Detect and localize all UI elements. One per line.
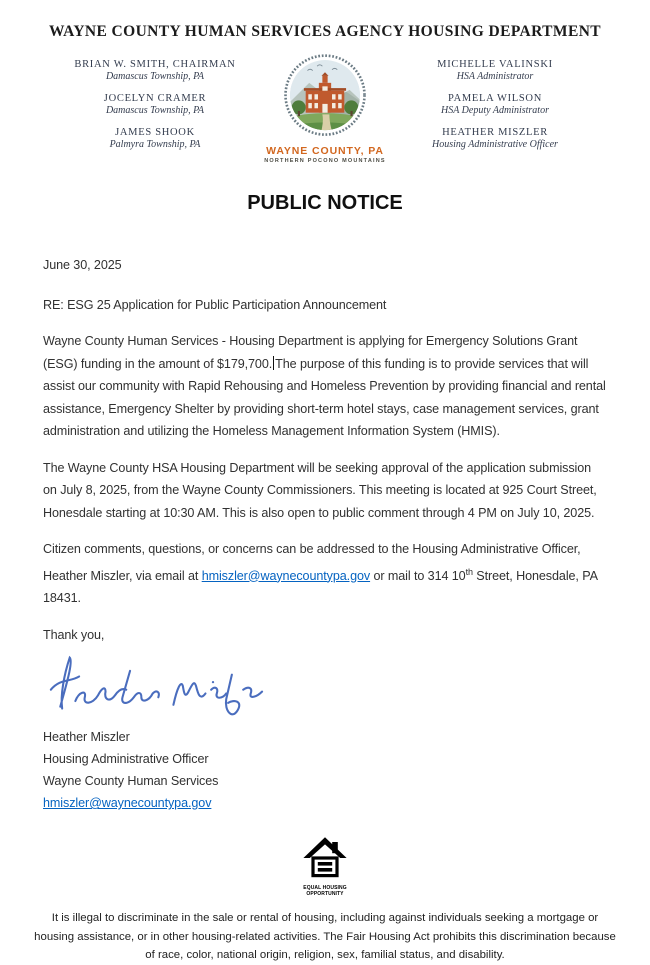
logo-tagline: NORTHERN POCONO MOUNTAINS xyxy=(264,158,386,164)
official-title: HSA Deputy Administrator xyxy=(441,105,549,116)
official-name: PAMELA WILSON xyxy=(448,93,542,104)
official-title: Housing Administrative Officer xyxy=(432,139,558,150)
official-title: HSA Administrator xyxy=(456,71,534,82)
official-entry xyxy=(52,93,258,116)
paragraph-text: Wayne County Human Services - Housing Department is applying for Emergency Solutions Grant (ESG) funding in the amount of $179,700. xyxy=(43,334,578,371)
paragraph-text: Street, Honesdale, PA 18431. xyxy=(43,568,598,606)
signer-org: Wayne County Human Services xyxy=(43,774,219,789)
text-cursor xyxy=(273,356,274,370)
official-entry xyxy=(52,127,258,150)
signer-title: Housing Administrative Officer xyxy=(43,752,209,767)
ordinal-superscript: th xyxy=(465,566,473,577)
official-title: Damascus Township, PA xyxy=(105,71,205,82)
official-name: JOCELYN CRAMER xyxy=(103,93,207,104)
body-paragraph-3 xyxy=(43,538,607,610)
fair-housing-disclaimer: It is illegal to discriminate in the sale or rental of housing, including against individuals seeking a mortgage or housing assistance, or in other housing-related activities. The Fair Housing Act prohibits this discrimination because of race, color, national origin, religion, sex, familial status, and disability. xyxy=(34,912,616,962)
signature-block xyxy=(43,726,607,814)
letterhead xyxy=(0,56,650,168)
official-entry xyxy=(392,59,598,82)
wayne-county-seal-icon xyxy=(281,53,369,139)
paragraph-text: Citizen comments, questions, or concerns can be addressed to the Housing Administrative Officer, Heather Miszler, via email at xyxy=(43,542,581,583)
official-entry xyxy=(392,93,598,116)
closing-line: Thank you, xyxy=(43,627,105,642)
official-name: BRIAN W. SMITH, CHAIRMAN xyxy=(74,59,236,70)
letter-body xyxy=(43,254,607,814)
equal-housing-opportunity-icon xyxy=(301,836,349,880)
signer-name: Heather Miszler xyxy=(43,730,130,745)
page-title: WAYNE COUNTY HUMAN SERVICES AGENCY HOUSING DEPARTMENT xyxy=(48,23,602,40)
official-name: MICHELLE VALINSKI xyxy=(437,59,553,70)
equal-housing-section xyxy=(0,836,650,897)
body-paragraph-2: The Wayne County HSA Housing Department will be seeking approval of the application submission on July 8, 2025, from the Wayne County Commissioners. This meeting is located at 925 Court Street, Honesdale starting at 10:30 AM. This is also open to public comment through 4 PM on July 10, 2025. xyxy=(43,460,597,520)
official-name: JAMES SHOOK xyxy=(115,127,195,138)
eho-label-line1: EQUAL HOUSING xyxy=(303,885,347,892)
notice-heading: PUBLIC NOTICE xyxy=(247,192,403,214)
email-link[interactable]: hmiszler@waynecountypa.gov xyxy=(201,568,371,583)
re-line: RE: ESG 25 Application for Public Participation Announcement xyxy=(43,297,387,312)
official-entry xyxy=(52,59,258,82)
body-paragraph-1 xyxy=(43,330,607,443)
wayne-county-logo xyxy=(260,53,390,164)
public-notice-document xyxy=(0,23,650,962)
signature-email-link[interactable]: hmiszler@waynecountypa.gov xyxy=(43,796,212,811)
signature-image xyxy=(43,652,607,720)
officials-left-column xyxy=(52,56,258,161)
officials-right-column xyxy=(392,56,598,161)
paragraph-text: The purpose of this funding is to provide services that will assist our community with Rapid Rehousing and Homeless Prevention by providing financial and rental assistance, Emergency Shelter by providing short-term hotel stays, case management services, grant administration and utilizing the Homeless Management Information System (HMIS). xyxy=(43,356,606,438)
notice-date: June 30, 2025 xyxy=(43,258,122,272)
handwritten-signature-icon xyxy=(43,652,268,718)
eho-label-line2: OPPORTUNITY xyxy=(306,891,344,898)
official-name: HEATHER MISZLER xyxy=(442,127,548,138)
paragraph-text: or mail to 314 10 xyxy=(370,568,466,583)
logo-county-name: WAYNE COUNTY, PA xyxy=(266,145,384,157)
official-entry xyxy=(392,127,598,150)
official-title: Palmyra Township, PA xyxy=(109,139,201,150)
official-title: Damascus Township, PA xyxy=(105,105,205,116)
